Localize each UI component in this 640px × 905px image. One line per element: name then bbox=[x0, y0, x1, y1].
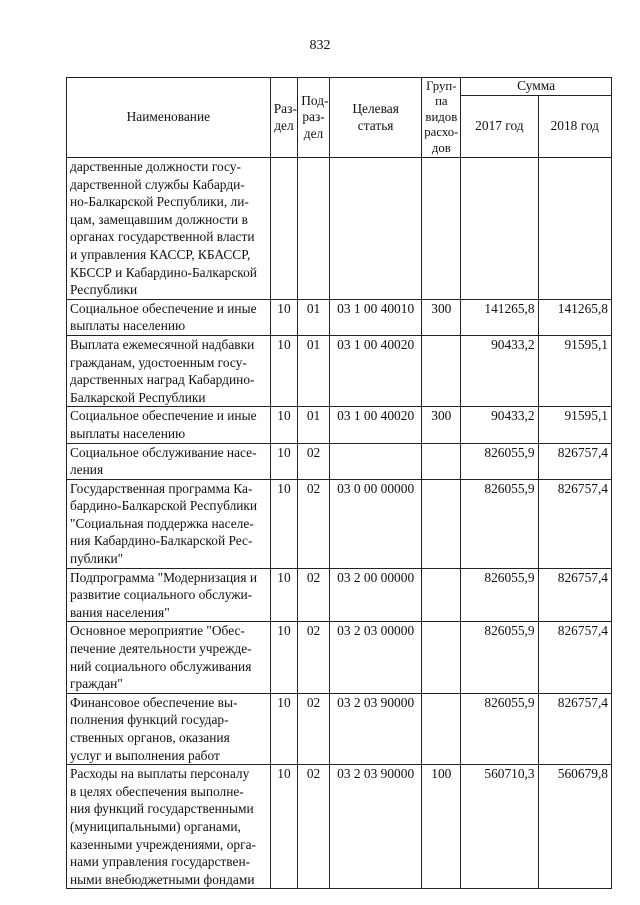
row-group bbox=[422, 158, 461, 300]
row-sum-2018: 560679,8 bbox=[538, 765, 611, 889]
row-sum-2018: 826757,4 bbox=[538, 693, 611, 764]
table-row bbox=[67, 568, 612, 622]
row-razdel: 10 bbox=[270, 299, 298, 335]
row-podrazdel: 02 bbox=[298, 568, 330, 622]
row-target: 03 1 00 40020 bbox=[329, 335, 422, 406]
row-name: Социальное обеспечение и иные выплаты населению bbox=[67, 407, 271, 443]
header-podrazdel: Под- раз- дел bbox=[298, 78, 330, 158]
row-name: Финансовое обеспечение вы- полнения функций государ- ственных органов, оказания услуг и выполнения работ bbox=[67, 693, 271, 764]
table-row bbox=[67, 622, 612, 693]
table-row bbox=[67, 479, 612, 568]
row-podrazdel: 01 bbox=[298, 335, 330, 406]
table-row bbox=[67, 158, 612, 300]
row-podrazdel: 02 bbox=[298, 765, 330, 889]
row-name: Социальное обслуживание насе- ления bbox=[67, 443, 271, 479]
row-sum-2017 bbox=[461, 158, 538, 300]
header-name: Наименование bbox=[67, 78, 271, 158]
header-razdel: Раз- дел bbox=[270, 78, 298, 158]
row-razdel: 10 bbox=[270, 568, 298, 622]
row-name: Подпрограмма "Модернизация и развитие социального обслужи- вания населения" bbox=[67, 568, 271, 622]
budget-table bbox=[66, 77, 612, 889]
row-razdel: 10 bbox=[270, 693, 298, 764]
row-target: 03 1 00 40010 bbox=[329, 299, 422, 335]
row-name: Основное мероприятие "Обес- печение деятельности учрежде- ний социального обслуживания граждан" bbox=[67, 622, 271, 693]
table-row bbox=[67, 335, 612, 406]
row-name: Выплата ежемесячной надбавки гражданам, удостоенным госу- дарственных наград Кабардино- Балкарской Республики bbox=[67, 335, 271, 406]
row-sum-2018: 826757,4 bbox=[538, 568, 611, 622]
row-podrazdel: 02 bbox=[298, 693, 330, 764]
row-sum-2018: 826757,4 bbox=[538, 443, 611, 479]
table-row bbox=[67, 407, 612, 443]
row-name: Социальное обеспечение и иные выплаты населению bbox=[67, 299, 271, 335]
row-group bbox=[422, 693, 461, 764]
header-target: Целевая статья bbox=[329, 78, 422, 158]
row-sum-2018: 826757,4 bbox=[538, 479, 611, 568]
row-target: 03 1 00 40020 bbox=[329, 407, 422, 443]
row-sum-2017: 90433,2 bbox=[461, 335, 538, 406]
row-target: 03 2 03 90000 bbox=[329, 765, 422, 889]
row-target: 03 2 00 00000 bbox=[329, 568, 422, 622]
row-podrazdel: 02 bbox=[298, 622, 330, 693]
row-razdel: 10 bbox=[270, 443, 298, 479]
row-razdel: 10 bbox=[270, 407, 298, 443]
row-razdel: 10 bbox=[270, 622, 298, 693]
header-group: Груп- па видов расхо- дов bbox=[422, 78, 461, 158]
row-sum-2017: 826055,9 bbox=[461, 622, 538, 693]
header-year-2017: 2017 год bbox=[461, 96, 538, 158]
page-number: 832 bbox=[309, 38, 331, 53]
table-row bbox=[67, 299, 612, 335]
row-sum-2017: 90433,2 bbox=[461, 407, 538, 443]
row-target: 03 2 03 90000 bbox=[329, 693, 422, 764]
row-group bbox=[422, 622, 461, 693]
row-sum-2018: 91595,1 bbox=[538, 407, 611, 443]
header-sum: Сумма bbox=[461, 78, 612, 96]
row-target bbox=[329, 158, 422, 300]
row-podrazdel bbox=[298, 158, 330, 300]
row-podrazdel: 01 bbox=[298, 299, 330, 335]
row-razdel: 10 bbox=[270, 765, 298, 889]
row-group: 300 bbox=[422, 407, 461, 443]
row-target bbox=[329, 443, 422, 479]
header-row-top bbox=[67, 78, 612, 96]
row-target: 03 2 03 00000 bbox=[329, 622, 422, 693]
row-group: 300 bbox=[422, 299, 461, 335]
row-sum-2017: 560710,3 bbox=[461, 765, 538, 889]
table-body bbox=[67, 158, 612, 889]
row-group bbox=[422, 443, 461, 479]
row-podrazdel: 02 bbox=[298, 443, 330, 479]
row-razdel: 10 bbox=[270, 479, 298, 568]
table-row bbox=[67, 443, 612, 479]
row-name: Расходы на выплаты персоналу в целях обеспечения выполне- ния функций государственными (муниципальными) органами, казенными учреждениями, орга- нами управления государствен- ными внебюджетными фондами bbox=[67, 765, 271, 889]
row-sum-2018 bbox=[538, 158, 611, 300]
row-sum-2017: 141265,8 bbox=[461, 299, 538, 335]
row-sum-2017: 826055,9 bbox=[461, 568, 538, 622]
row-sum-2018: 826757,4 bbox=[538, 622, 611, 693]
row-group bbox=[422, 479, 461, 568]
row-podrazdel: 01 bbox=[298, 407, 330, 443]
row-group: 100 bbox=[422, 765, 461, 889]
row-name: Государственная программа Ка- бардино-Балкарской Республики "Социальная поддержка населе- ния Кабардино-Балкарской Рес- публики" bbox=[67, 479, 271, 568]
row-name: дарственные должности госу- дарственной службы Кабарди- но-Балкарской Республики, ли- цам, замещавшим должности в органах государственной власти и управления КАССР, КБАССР, КБССР и Кабардино-Балкарской Республики bbox=[67, 158, 271, 300]
row-sum-2018: 91595,1 bbox=[538, 335, 611, 406]
row-podrazdel: 02 bbox=[298, 479, 330, 568]
row-sum-2017: 826055,9 bbox=[461, 443, 538, 479]
row-group bbox=[422, 568, 461, 622]
row-razdel: 10 bbox=[270, 335, 298, 406]
table-row bbox=[67, 765, 612, 889]
row-group bbox=[422, 335, 461, 406]
row-sum-2017: 826055,9 bbox=[461, 693, 538, 764]
row-target: 03 0 00 00000 bbox=[329, 479, 422, 568]
table-row bbox=[67, 693, 612, 764]
row-sum-2018: 141265,8 bbox=[538, 299, 611, 335]
header-year-2018: 2018 год bbox=[538, 96, 611, 158]
row-sum-2017: 826055,9 bbox=[461, 479, 538, 568]
row-razdel bbox=[270, 158, 298, 300]
